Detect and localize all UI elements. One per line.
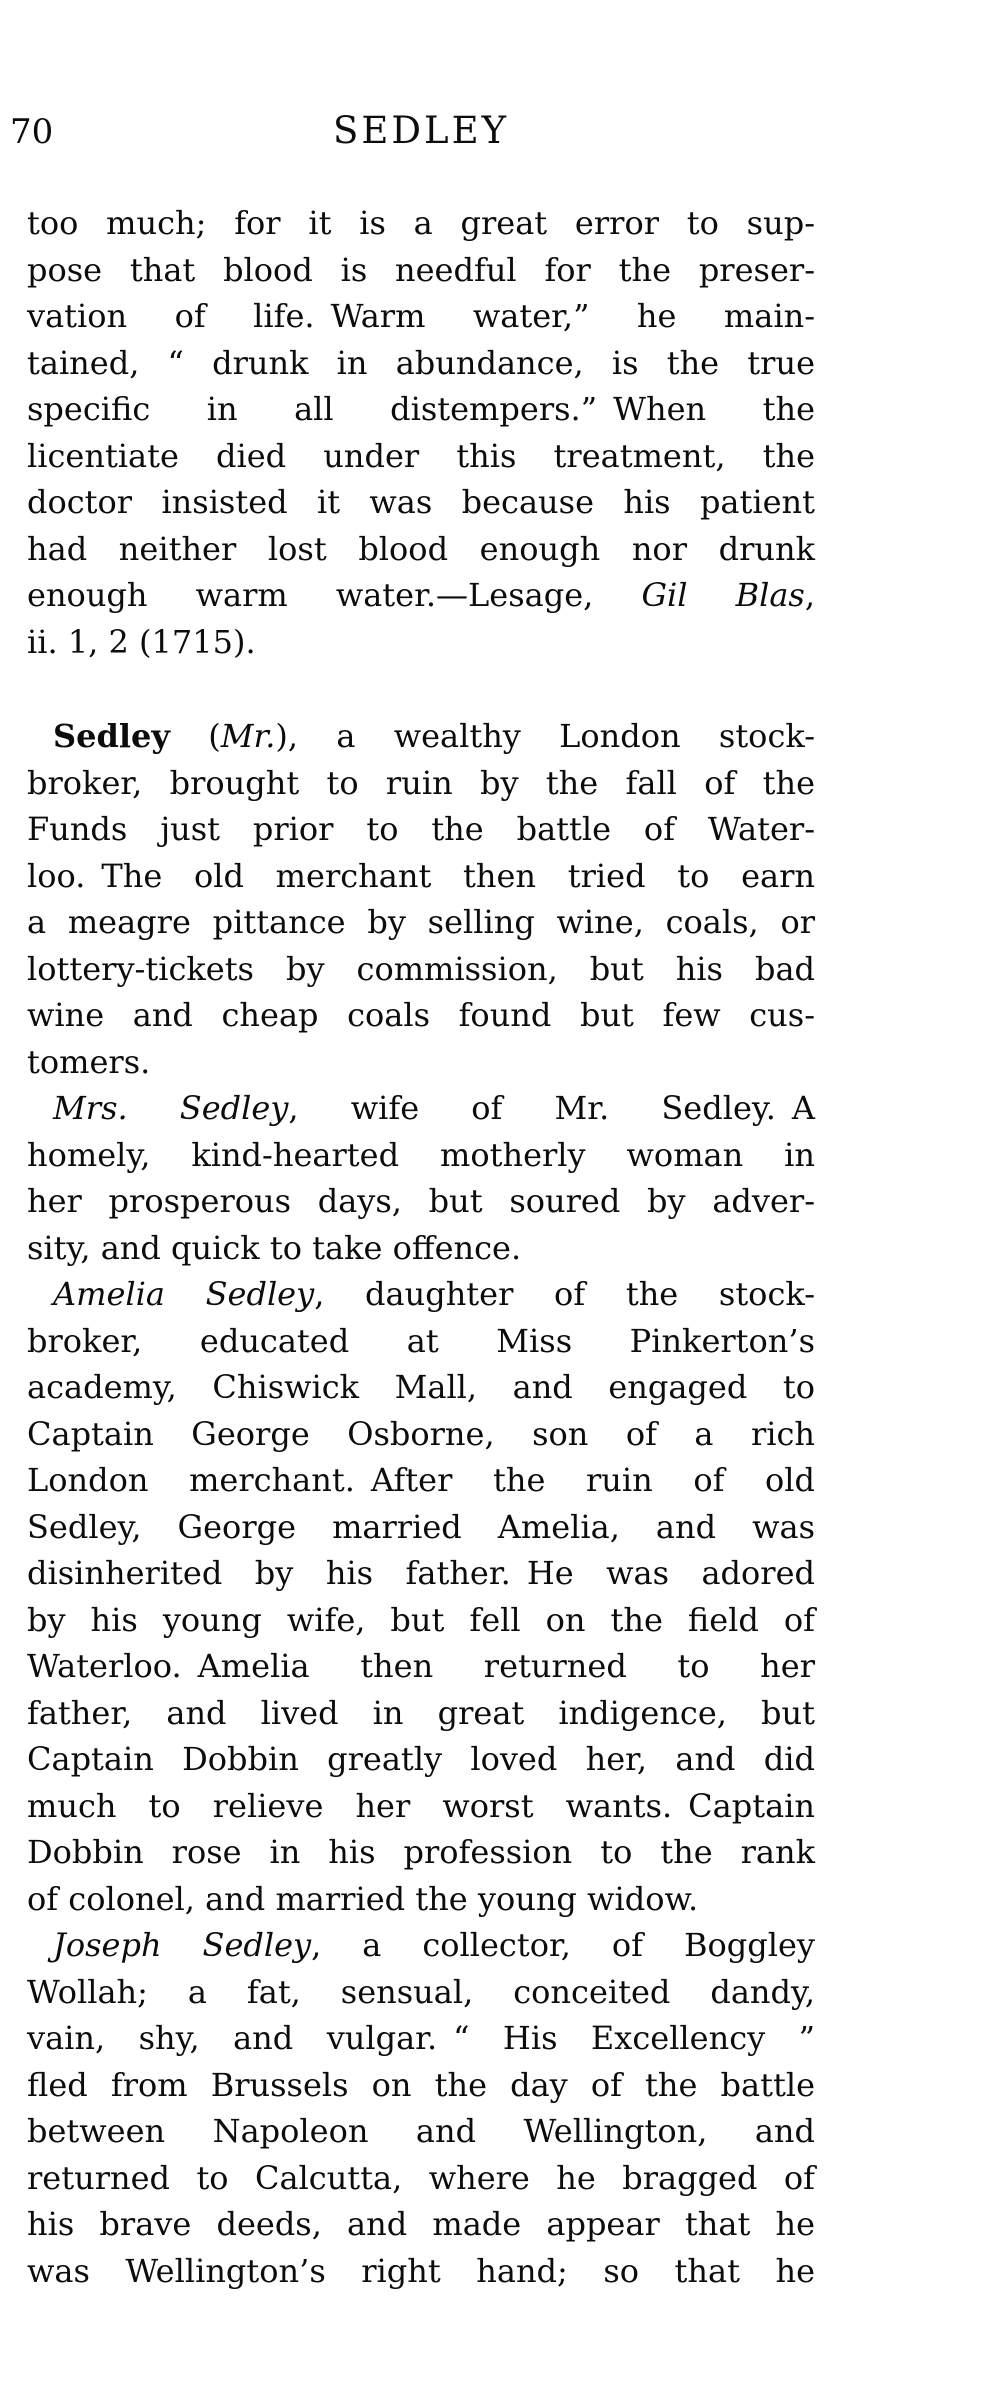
text-segment: between Napoleon and Wellington, and	[27, 2112, 815, 2150]
text-segment: vain, shy, and vulgar. “ His Excellency ”	[27, 2019, 815, 2057]
text-segment: broker, brought to ruin by the fall of the	[27, 763, 815, 802]
paragraph	[27, 1085, 815, 1271]
text-segment: loo. The old merchant then tried to earn	[27, 856, 815, 895]
text-line	[27, 713, 815, 760]
text-segment: vation of life. Warm water,” he main-	[27, 297, 815, 335]
text-line	[27, 1643, 815, 1690]
text-line	[27, 1690, 815, 1737]
text-segment: her prosperous days, but soured by adver-	[27, 1182, 815, 1220]
text-line	[27, 572, 815, 619]
text-segment: father, and lived in great indigence, but	[27, 1693, 815, 1732]
text-segment: London merchant. After the ruin of old	[27, 1461, 815, 1499]
text-segment: homely, kind-hearted motherly woman in	[27, 1135, 815, 1174]
text-line	[27, 1225, 815, 1272]
paragraph	[27, 200, 815, 665]
text-line	[27, 853, 815, 900]
text-segment: doctor insisted it was because his patient	[27, 483, 815, 521]
text-line	[27, 1411, 815, 1458]
text-segment: wine and cheap coals found but few cus-	[27, 996, 815, 1034]
text-segment: , wife of Mr. Sedley. A	[288, 1089, 816, 1127]
text-segment: fled from Brussels on the day of the battle	[27, 2065, 815, 2104]
text-segment: Dobbin rose in his profession to the rank	[27, 1833, 815, 1871]
italic-text: Gil Blas	[641, 576, 805, 614]
text-segment: ,	[804, 576, 816, 614]
text-line	[27, 1597, 815, 1644]
text-line	[27, 386, 815, 433]
text-segment: tained, “ drunk in abundance, is the true	[27, 343, 815, 382]
text-line	[27, 1504, 815, 1551]
italic-text: Mrs. Sedley	[53, 1089, 289, 1127]
text-line	[27, 1085, 815, 1132]
text-line	[27, 2155, 815, 2202]
text-line	[27, 1969, 815, 2016]
text-segment: enough warm water.—Lesage,	[27, 576, 642, 614]
text-segment: Funds just prior to the battle of Water-	[27, 810, 815, 848]
text-segment: academy, Chiswick Mall, and engaged to	[27, 1368, 815, 1406]
text-line	[27, 1318, 815, 1365]
text-line	[27, 2015, 815, 2062]
body-text	[27, 200, 815, 2294]
text-segment: Sedley, George married Amelia, and was	[27, 1507, 815, 1546]
text-line	[27, 247, 815, 294]
text-segment: tomers.	[27, 1042, 151, 1081]
text-segment: disinherited by his father. He was adored	[27, 1554, 815, 1592]
text-segment: Captain George Osborne, son of a rich	[27, 1414, 815, 1453]
text-segment: ), a wealthy London stock-	[275, 717, 815, 755]
text-line	[27, 2108, 815, 2155]
text-segment: had neither lost blood enough nor drunk	[27, 529, 815, 568]
text-segment: of colonel, and married the young widow.	[27, 1879, 699, 1918]
text-segment: pose that blood is needful for the preser-	[27, 250, 815, 289]
text-line	[27, 2248, 815, 2295]
text-line	[27, 1876, 815, 1923]
text-line	[27, 200, 815, 247]
text-line	[27, 946, 815, 993]
text-segment: licentiate died under this treatment, the	[27, 436, 815, 475]
text-line	[27, 806, 815, 853]
text-segment: , a collector, of Boggley	[311, 1926, 816, 1964]
entry-headword: Sedley	[53, 717, 170, 755]
text-line	[27, 1922, 815, 1969]
text-line	[27, 526, 815, 573]
paragraph	[27, 1922, 815, 2294]
text-segment: Captain Dobbin greatly loved her, and did	[27, 1740, 815, 1778]
text-segment: his brave deeds, and made appear that he	[27, 2205, 815, 2243]
text-line	[27, 1364, 815, 1411]
paragraph	[27, 713, 815, 1085]
text-line	[27, 760, 815, 807]
text-segment: sity, and quick to take offence.	[27, 1228, 522, 1267]
text-line	[27, 2201, 815, 2248]
text-line	[27, 2062, 815, 2109]
text-segment: a meagre pittance by selling wine, coals, or	[27, 903, 815, 941]
text-segment: (	[169, 717, 221, 755]
text-line	[27, 992, 815, 1039]
italic-text: Joseph Sedley	[53, 1926, 312, 1964]
text-segment: Wollah; a fat, sensual, conceited dandy,	[27, 1972, 815, 2011]
text-line	[27, 1178, 815, 1225]
text-segment: much to relieve her worst wants. Captain	[27, 1786, 815, 1825]
text-segment: was Wellington’s right hand; so that he	[27, 2251, 815, 2290]
italic-text: Mr.	[220, 717, 276, 755]
text-line	[27, 340, 815, 387]
text-line	[27, 433, 815, 480]
text-line	[27, 1550, 815, 1597]
text-line	[27, 1783, 815, 1830]
text-line	[27, 1457, 815, 1504]
text-line	[27, 1829, 815, 1876]
text-segment: Waterloo. Amelia then returned to her	[27, 1647, 815, 1685]
text-segment: returned to Calcutta, where he bragged of	[27, 2158, 815, 2197]
text-line	[27, 899, 815, 946]
text-segment: ii. 1, 2 (1715).	[27, 622, 256, 661]
running-head: SEDLEY	[332, 109, 510, 152]
text-segment: lottery-tickets by commission, but his bad	[27, 949, 815, 988]
text-line	[27, 619, 815, 666]
text-segment: by his young wife, but fell on the field of	[27, 1600, 815, 1639]
text-line	[27, 293, 815, 340]
text-line	[27, 1736, 815, 1783]
text-line	[27, 1271, 815, 1318]
page-number: 70	[10, 112, 54, 152]
text-segment: specific in all distempers.” When the	[27, 390, 815, 428]
text-segment: too much; for it is a great error to sup-	[27, 204, 815, 242]
text-segment: broker, educated at Miss Pinkerton’s	[27, 1321, 815, 1360]
text-line	[27, 1132, 815, 1179]
paragraph	[27, 1271, 815, 1922]
italic-text: Amelia Sedley	[53, 1275, 315, 1313]
text-line	[27, 479, 815, 526]
text-line	[27, 1039, 815, 1086]
text-segment: , daughter of the stock-	[314, 1275, 816, 1313]
